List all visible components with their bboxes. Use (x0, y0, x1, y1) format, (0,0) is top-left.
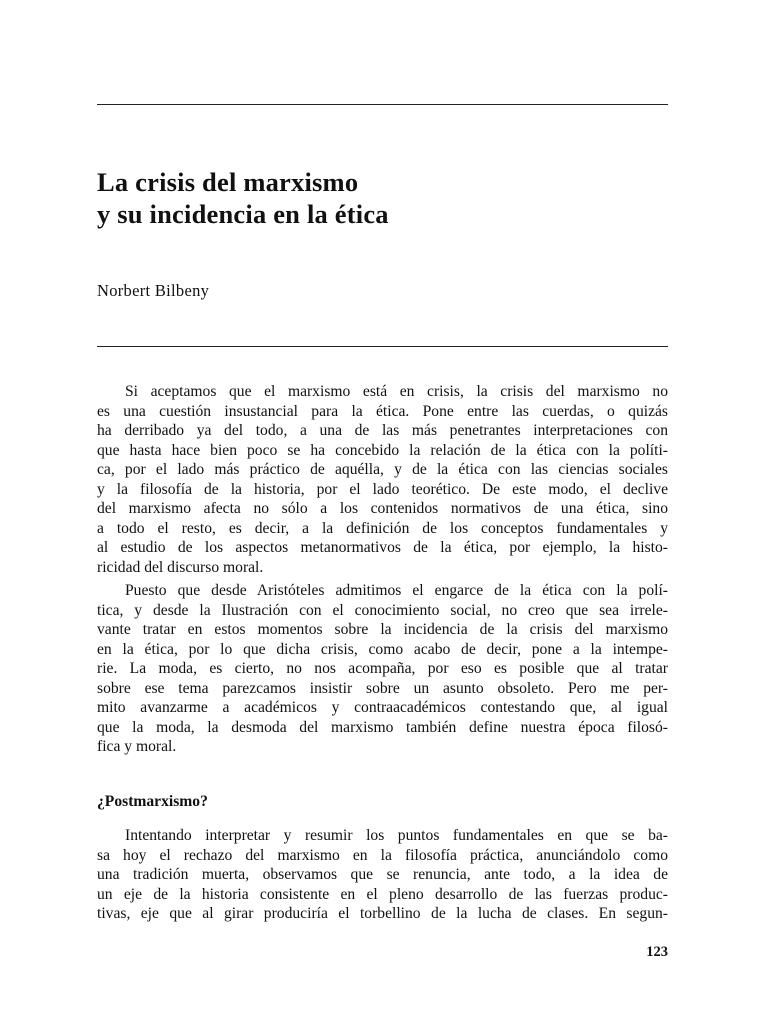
text-line: ricidad del discurso moral. (97, 558, 264, 576)
text-line: Si aceptamos que el marxismo está en crisis, la crisis del marxismo no (125, 383, 668, 400)
text-line: mito avanzarme a académicos y contraacadémicos contestando que, al igual (97, 699, 668, 716)
text-line: Puesto que desde Aristóteles admitimos el engarce de la ética con la polí- (125, 582, 668, 599)
text-line: sa hoy el rechazo del marxismo en la filosofía práctica, anunciándolo como (97, 846, 668, 864)
author-name: Norbert Bilbeny (97, 281, 210, 300)
text-line: del marxismo afecta no sólo a los contenidos normativos de una ética, sino (97, 500, 668, 517)
text-line: fica y moral. (97, 738, 177, 755)
text-line: rie. La moda, es cierto, no nos acompaña, por eso es posible que al tratar (97, 660, 668, 677)
text-line: un eje de la historia consistente en el pleno desarrollo de las fuerzas produc- (97, 885, 668, 903)
article-title (97, 166, 668, 230)
paragraph-3 (97, 826, 668, 924)
section-heading: ¿Postmarxismo? (97, 793, 208, 810)
text-line: una tradición muerta, observamos que se renuncia, ante todo, a la idea de (97, 866, 668, 883)
top-rule (97, 104, 668, 105)
title-line-1: La crisis del marxismo (97, 167, 359, 197)
text-line: ha derribado ya del todo, a una de las más penetrantes interpretaciones con (97, 422, 668, 439)
title-line-2: y su incidencia en la ética (97, 199, 389, 229)
text-line: es una cuestión insustancial para la ética. Pone entre las cuerdas, o quizás (97, 402, 668, 420)
text-line: que la moda, la desmoda del marxismo también define nuestra época filosó- (97, 718, 668, 736)
text-line: que hasta hace bien poco se ha concebido la relación de la ética con la políti- (97, 441, 668, 459)
text-line: en la ética, por lo que dicha crisis, como acabo de decir, pone a la intempe- (97, 640, 668, 658)
text-line: tica, y desde la Ilustración con el conocimiento social, no creo que sea irrele- (97, 601, 668, 619)
text-line: sobre ese tema parezcamos insistir sobre un asunto obsoleto. Pero me per- (97, 679, 668, 697)
text-line: Intentando interpretar y resumir los puntos fundamentales en que se ba- (125, 827, 668, 844)
text-line: tivas, eje que al girar produciría el torbellino de la lucha de clases. En segun- (97, 905, 668, 922)
text-line: ca, por el lado más práctico de aquélla, y de la ética con las ciencias sociales (97, 461, 668, 478)
header-separator-rule (97, 346, 668, 347)
text-line: y la filosofía de la historia, por el lado teorético. De este modo, el declive (97, 480, 668, 498)
text-line: vante tratar en estos momentos sobre la incidencia de la crisis del marxismo (97, 621, 668, 638)
paragraph-1 (97, 382, 668, 577)
paragraph-2 (97, 581, 668, 757)
page-number: 123 (646, 944, 668, 960)
text-line: al estudio de los aspectos metanormativos de la ética, por ejemplo, la histo- (97, 539, 668, 556)
text-line: a todo el resto, es decir, a la definición de los conceptos fundamentales y (97, 519, 668, 537)
